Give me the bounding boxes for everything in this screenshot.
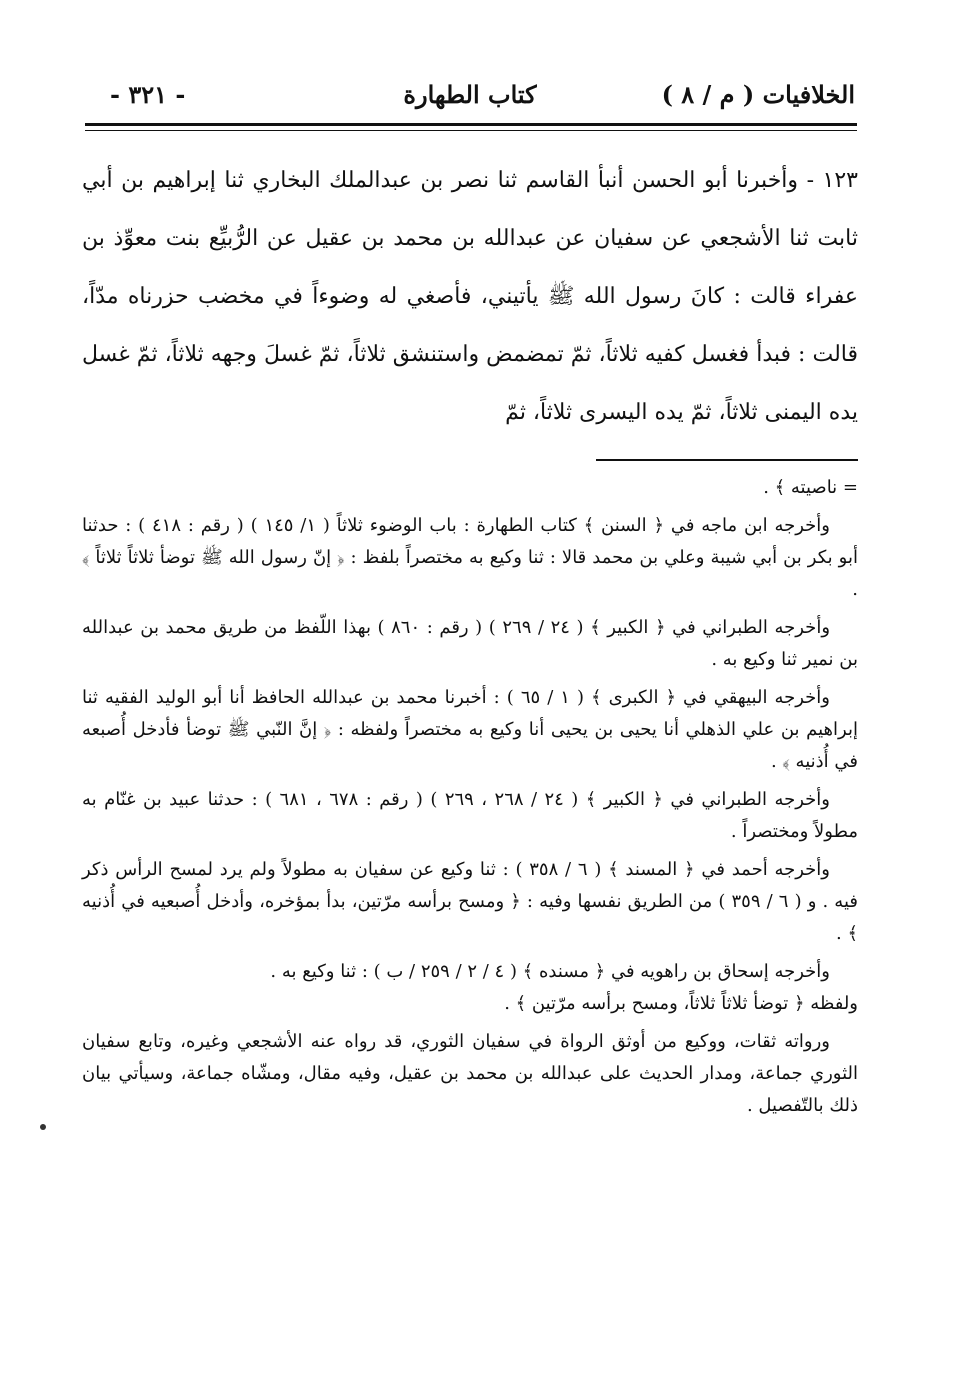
book-title: الخلافيات ( م / ٨ ) bbox=[661, 80, 855, 109]
page-number: - ٣٢١ - bbox=[110, 80, 186, 109]
hadith-paragraph: ١٢٣ - وأخبرنا أبو الحسن أنبأ القاسم ثنا نصر بن عبدالملك البخاري ثنا إبراهيم بن أبي ثابت ثنا الأشجعي عن سفيان عن عبدالله بن محمد بن عقيل عن الرُّبيِّع بنت معوِّذ بن عفراء قالت : كانَ رسول الله ﷺ يأتيني، فأصغي له وضوءاً في مخضب حزرناه مدّاً، قالت : فبدأ فغسل كفيه ثلاثاً، ثمّ تمضمض واستنشق ثلاثاً، ثمّ غسلَ وجهه ثلاثاً، ثمّ غسل يده اليمنى ثلاثاً، ثمّ يده اليسرى ثلاثاً، ثمّ bbox=[82, 168, 858, 425]
footnote-ishaq: وأخرجه إسحاق بن راهويه في ﴿ مسنده ﴾ ( ٤ / ٢ / ٢٥٩ / ب ) : ثنا وكيع به . bbox=[270, 961, 830, 982]
footnote-bayhaqi: وأخرجه البيهقي في ﴿ الكبرى ﴾ ( ١ / ٦٥ ) : أخبرنا محمد بن عبدالله الحافظ أنا أبو الوليد الفقيه ثنا إبراهيم بن علي الذهلي أنا يحيى بن يحيى أنا وكيع به مختصراً ولفظه : ﴿ إنَّ النّبي ﷺ توضأ فأدخل أُصبعه في أُذنيه ﴾ . bbox=[82, 687, 858, 772]
header-rule-thick bbox=[85, 123, 857, 126]
footnote-tabarani-1: وأخرجه الطبراني في ﴿ الكبير ﴾ ( ٢٤ / ٢٦٩ ) ( رقم : ٨٦٠ ) بهذا اللّفظ من طريق محمد بن عبدالله بن نمير ثنا وكيع به . bbox=[82, 617, 858, 670]
footnote-grading: ورواته ثقات، ووكيع من أوثق الرواة في سفيان الثوري، قد رواه عنه الأشجعي وغيره، وتابع سفيان الثوري جماعة، ومدار الحديث على عبدالله بن محمد بن عقيل، وفيه مقال، ومشّاه جماعة، وسيأتي بيان ذلك بالتّفصيل . bbox=[82, 1031, 858, 1116]
header-rule-thin bbox=[85, 130, 857, 131]
footnote-separator bbox=[596, 459, 858, 461]
margin-dot bbox=[40, 1124, 46, 1130]
hadith-body bbox=[82, 152, 858, 442]
footnote-ishaq-wording: ولفظه ﴿ توضأ ثلاثاً ثلاثاً، ومسح برأسه مرّتين ﴾ . bbox=[504, 993, 858, 1014]
running-header bbox=[85, 76, 855, 116]
footnote-ahmad: وأخرجه أحمد في ﴿ المسند ﴾ ( ٦ / ٣٥٨ ) : ثنا وكيع عن سفيان به مطولاً ولم يرد لمسح الرأس ذكر فيه . و ( ٦ / ٣٥٩ ) من الطريق نفسها وفيه : ﴿ ومسح برأسه مرّتين، بدأ بمؤخره، وأدخل أُصبعيه في أُذنيه ﴾ . bbox=[82, 859, 858, 944]
footnotes bbox=[82, 472, 858, 1128]
footnote-tabarani-2: وأخرجه الطبراني في ﴿ الكبير ﴾ ( ٢٤ / ٢٦٨ ، ٢٦٩ ) ( رقم : ٦٧٨ ، ٦٨١ ) : حدثنا عبيد بن غنّام به مطولاً ومختصراً . bbox=[82, 789, 858, 842]
chapter-title: كتاب الطهارة bbox=[403, 80, 537, 109]
footnote-ibn-majah: وأخرجه ابن ماجه في ﴿ السنن ﴾ كتاب الطهارة : باب الوضوء ثلاثاً ( ١/ ١٤٥ ) ( رقم : ٤١٨ ) : حدثنا أبو بكر بن أبي شيبة وعلي بن محمد قالا : ثنا وكيع به مختصراً بلفظ : ﴿ إنّ رسول الله ﷺ توضأ ثلاثاً ثلاثاً ﴾ . bbox=[82, 515, 858, 600]
footnote-continuation: = ناصيته ﴾ . bbox=[763, 477, 858, 498]
